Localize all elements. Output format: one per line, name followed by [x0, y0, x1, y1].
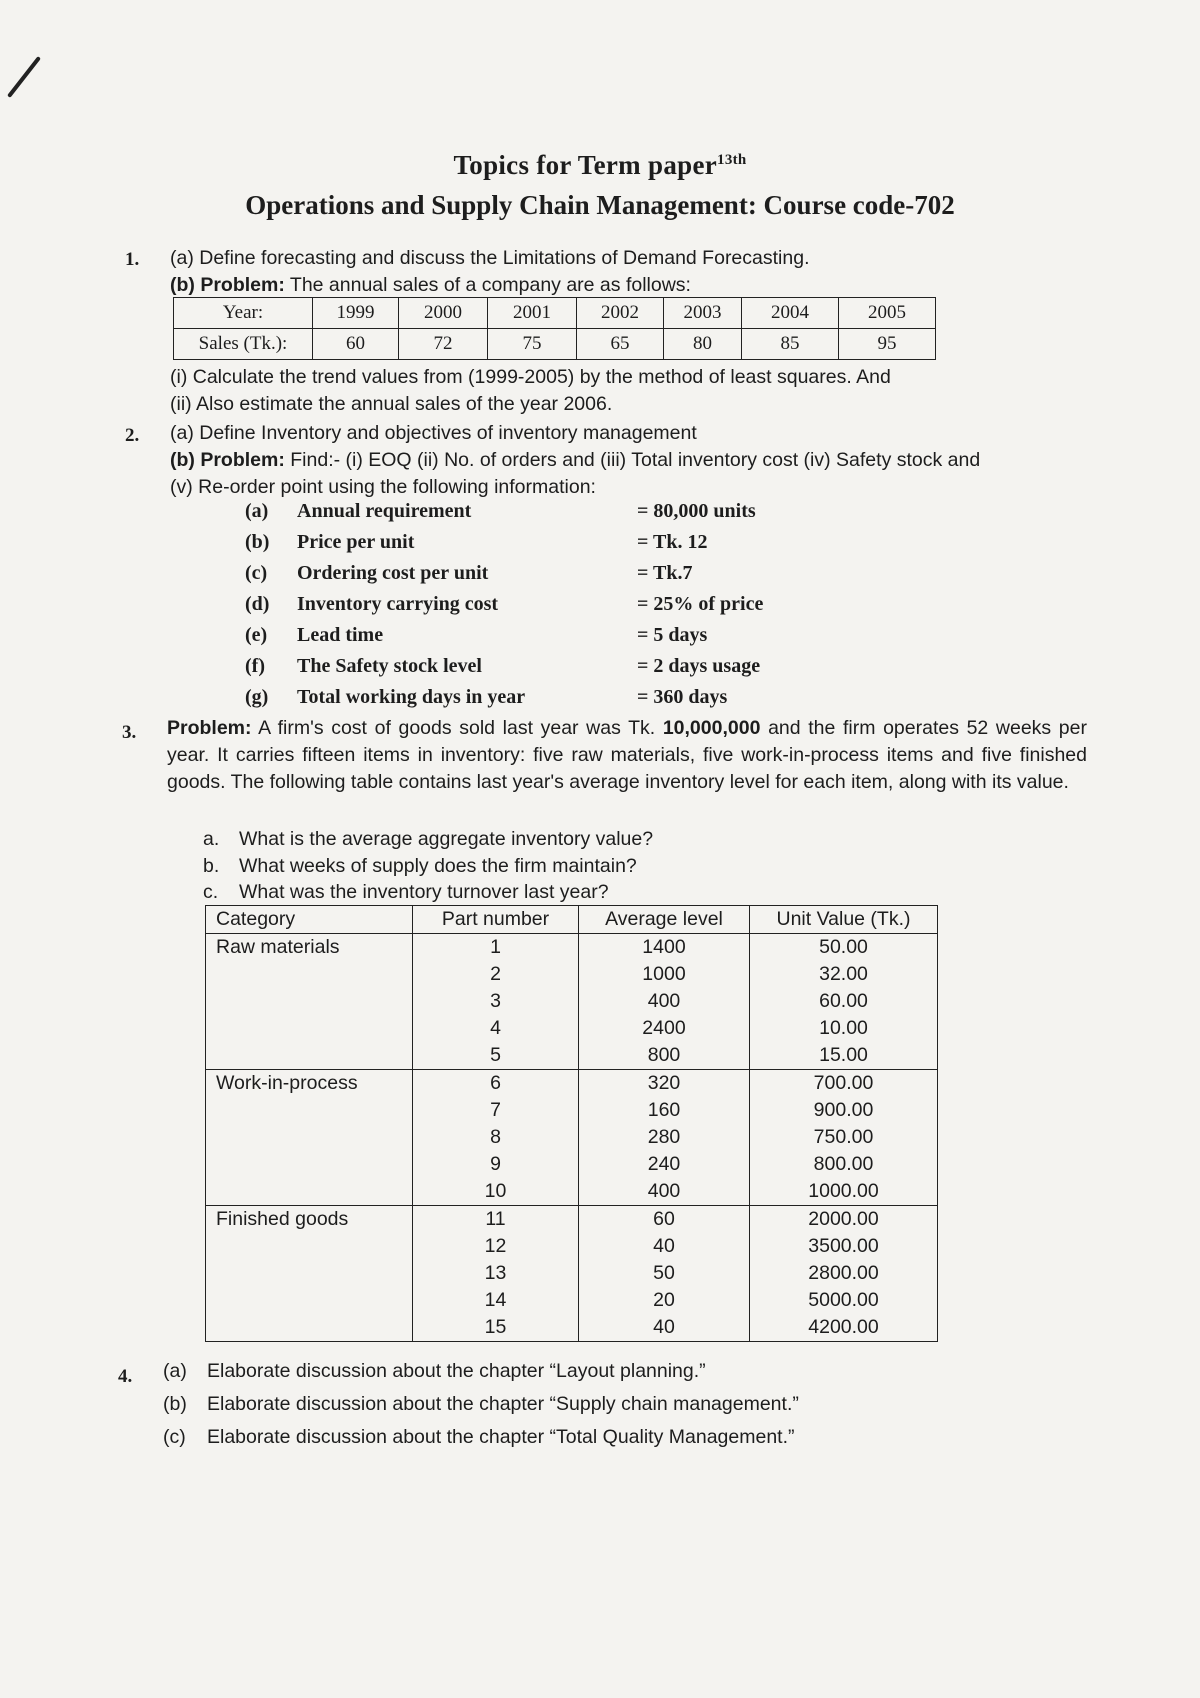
- sub-label: a.: [203, 828, 220, 850]
- table-row: [206, 1151, 938, 1178]
- info-item: The Safety stock level: [297, 655, 482, 677]
- table-row: [206, 1042, 938, 1070]
- header-category: Category: [206, 906, 413, 934]
- table-row: [206, 1287, 938, 1314]
- avg-cell: 240: [579, 1151, 750, 1178]
- table-row: [206, 1070, 938, 1098]
- avg-cell: 1400: [579, 934, 750, 962]
- table-row: [206, 934, 938, 962]
- part-cell: 5: [413, 1042, 579, 1070]
- q3-problem-label: Problem:: [167, 717, 252, 739]
- q2-part-a: (a) Define Inventory and objectives of inventory management: [170, 422, 697, 444]
- value-cell: 750.00: [750, 1124, 938, 1151]
- question-3-number: 3.: [122, 722, 137, 743]
- year-cell: 2005: [839, 298, 936, 329]
- info-item: Lead time: [297, 624, 384, 646]
- sub-label: c.: [203, 881, 219, 903]
- info-item: Ordering cost per unit: [297, 562, 489, 584]
- value-cell: 2800.00: [750, 1260, 938, 1287]
- info-value: = 25% of price: [637, 593, 764, 615]
- value-cell: 3500.00: [750, 1233, 938, 1260]
- value-cell: 800.00: [750, 1151, 938, 1178]
- year-cell: 2004: [742, 298, 839, 329]
- info-label: (e): [245, 624, 268, 646]
- avg-cell: 400: [579, 988, 750, 1015]
- value-cell: 900.00: [750, 1097, 938, 1124]
- value-cell: 1000.00: [750, 1178, 938, 1206]
- sub-text: What is the average aggregate inventory value?: [239, 828, 654, 850]
- question-1-subparts: [170, 364, 891, 418]
- category-cell: Work-in-process: [206, 1070, 413, 1098]
- info-label: (f): [245, 655, 265, 677]
- info-value: = 2 days usage: [637, 655, 761, 677]
- table-row: [206, 1097, 938, 1124]
- info-value: = Tk. 12: [637, 531, 708, 553]
- question-4: [163, 1360, 799, 1459]
- q1-sub-ii: (ii) Also estimate the annual sales of the year 2006.: [170, 393, 613, 415]
- sales-table: [173, 297, 936, 360]
- sales-cell: 95: [839, 329, 936, 360]
- year-label: Year:: [174, 298, 313, 329]
- sub-label: b.: [203, 855, 220, 877]
- header-part-number: Part number: [413, 906, 579, 934]
- avg-cell: 50: [579, 1260, 750, 1287]
- year-cell: 1999: [313, 298, 399, 329]
- sales-cell: 75: [488, 329, 577, 360]
- q1-problem-label: (b) Problem:: [170, 274, 285, 296]
- avg-cell: 40: [579, 1314, 750, 1342]
- year-cell: 2002: [577, 298, 664, 329]
- q3-sub-c: [203, 881, 609, 904]
- sub-text: What weeks of supply does the firm maintain?: [239, 855, 637, 877]
- avg-cell: 2400: [579, 1015, 750, 1042]
- pen-tick-mark: [7, 56, 41, 98]
- value-cell: 5000.00: [750, 1287, 938, 1314]
- question-3-paragraph: [167, 715, 1087, 796]
- q4-item: [163, 1426, 799, 1459]
- year-cell: 2000: [399, 298, 488, 329]
- title-text: Topics for Term paper: [453, 150, 718, 180]
- value-cell: 4200.00: [750, 1314, 938, 1342]
- table-row: [206, 1260, 938, 1287]
- q4-item: [163, 1393, 799, 1426]
- inventory-table: [205, 905, 938, 1342]
- part-cell: 9: [413, 1151, 579, 1178]
- info-value: = 5 days: [637, 624, 708, 646]
- part-cell: 13: [413, 1260, 579, 1287]
- sales-year-row: [174, 298, 936, 329]
- value-cell: 700.00: [750, 1070, 938, 1098]
- avg-cell: 280: [579, 1124, 750, 1151]
- q4-text: Elaborate discussion about the chapter “Total Quality Management.”: [207, 1426, 795, 1448]
- title-superscript: 13th: [717, 152, 747, 168]
- q3-sub-a: [203, 828, 653, 851]
- sales-label: Sales (Tk.):: [174, 329, 313, 360]
- avg-cell: 160: [579, 1097, 750, 1124]
- table-row: [206, 1233, 938, 1260]
- table-row: [206, 1178, 938, 1206]
- category-cell: Finished goods: [206, 1206, 413, 1234]
- part-cell: 8: [413, 1124, 579, 1151]
- info-item: Inventory carrying cost: [297, 593, 499, 615]
- q3-text-post: and the firm operates 52 weeks per year. It carries fifteen items in inventory: five raw materials, five work-in-process items and five finished goods. The following table contains last year's average inventory level for each item, along with its value.: [167, 717, 1087, 793]
- page-subtitle: Operations and Supply Chain Management: Course code-702: [245, 190, 955, 220]
- value-cell: 32.00: [750, 961, 938, 988]
- sales-cell: 72: [399, 329, 488, 360]
- table-row: [206, 1015, 938, 1042]
- value-cell: 10.00: [750, 1015, 938, 1042]
- question-2: [170, 420, 980, 501]
- sub-text: What was the inventory turnover last year?: [239, 881, 609, 903]
- avg-cell: 400: [579, 1178, 750, 1206]
- part-cell: 15: [413, 1314, 579, 1342]
- q4-text: Elaborate discussion about the chapter “Supply chain management.”: [207, 1393, 799, 1415]
- q4-label: (b): [163, 1393, 187, 1415]
- info-label: (c): [245, 562, 268, 584]
- info-label: (b): [245, 531, 270, 553]
- q4-text: Elaborate discussion about the chapter “Layout planning.”: [207, 1360, 706, 1382]
- info-item: Price per unit: [297, 531, 415, 553]
- q2-part-b: [170, 447, 980, 474]
- q2-problem-label: (b) Problem:: [170, 449, 285, 471]
- header-average-level: Average level: [579, 906, 750, 934]
- category-cell: Raw materials: [206, 934, 413, 962]
- q3-amount: 10,000,000: [662, 717, 761, 739]
- sales-cell: 60: [313, 329, 399, 360]
- part-cell: 7: [413, 1097, 579, 1124]
- table-row: [206, 1206, 938, 1234]
- table-row: [206, 1124, 938, 1151]
- year-cell: 2003: [664, 298, 742, 329]
- sales-cell: 65: [577, 329, 664, 360]
- q2-problem-text: Find:- (i) EOQ (ii) No. of orders and (iii) Total inventory cost (iv) Safety stock and: [284, 449, 981, 471]
- question-4-number: 4.: [118, 1366, 133, 1387]
- value-cell: 60.00: [750, 988, 938, 1015]
- avg-cell: 20: [579, 1287, 750, 1314]
- part-cell: 4: [413, 1015, 579, 1042]
- info-label: (d): [245, 593, 270, 615]
- table-row: [206, 988, 938, 1015]
- part-cell: 11: [413, 1206, 579, 1234]
- question-2-number: 2.: [125, 425, 140, 446]
- part-cell: 14: [413, 1287, 579, 1314]
- part-cell: 12: [413, 1233, 579, 1260]
- q1-problem-text: The annual sales of a company are as follows:: [284, 274, 691, 296]
- q1-part-a: (a) Define forecasting and discuss the Limitations of Demand Forecasting.: [170, 247, 810, 269]
- info-value: = 360 days: [637, 686, 728, 708]
- info-item: Annual requirement: [297, 500, 472, 522]
- avg-cell: 60: [579, 1206, 750, 1234]
- sales-value-row: [174, 329, 936, 360]
- part-cell: 1: [413, 934, 579, 962]
- table-row: [206, 961, 938, 988]
- avg-cell: 1000: [579, 961, 750, 988]
- part-cell: 6: [413, 1070, 579, 1098]
- info-label: (g): [245, 686, 269, 708]
- info-value: = Tk.7: [637, 562, 693, 584]
- q4-label: (c): [163, 1426, 186, 1448]
- part-cell: 3: [413, 988, 579, 1015]
- sales-cell: 80: [664, 329, 742, 360]
- avg-cell: 320: [579, 1070, 750, 1098]
- q3-text-pre: A firm's cost of goods sold last year was Tk.: [251, 717, 663, 739]
- q4-item: [163, 1360, 799, 1393]
- value-cell: 2000.00: [750, 1206, 938, 1234]
- info-item: Total working days in year: [297, 686, 526, 708]
- q3-sub-b: [203, 855, 637, 878]
- part-cell: 2: [413, 961, 579, 988]
- question-1: [170, 245, 809, 299]
- value-cell: 15.00: [750, 1042, 938, 1070]
- year-cell: 2001: [488, 298, 577, 329]
- info-label: (a): [245, 500, 269, 522]
- value-cell: 50.00: [750, 934, 938, 962]
- sales-cell: 85: [742, 329, 839, 360]
- header-unit-value: Unit Value (Tk.): [750, 906, 938, 934]
- q2-part-v: (v) Re-order point using the following information:: [170, 476, 596, 498]
- avg-cell: 40: [579, 1233, 750, 1260]
- q4-label: (a): [163, 1360, 187, 1382]
- avg-cell: 800: [579, 1042, 750, 1070]
- part-cell: 10: [413, 1178, 579, 1206]
- question-1-number: 1.: [125, 249, 140, 270]
- page-title: [0, 150, 1200, 181]
- table-row: [206, 1314, 938, 1342]
- q1-part-b: [170, 272, 809, 299]
- info-value: = 80,000 units: [637, 500, 756, 522]
- q1-sub-i: (i) Calculate the trend values from (1999-2005) by the method of least squares. And: [170, 366, 891, 388]
- inventory-table-header: [206, 906, 938, 934]
